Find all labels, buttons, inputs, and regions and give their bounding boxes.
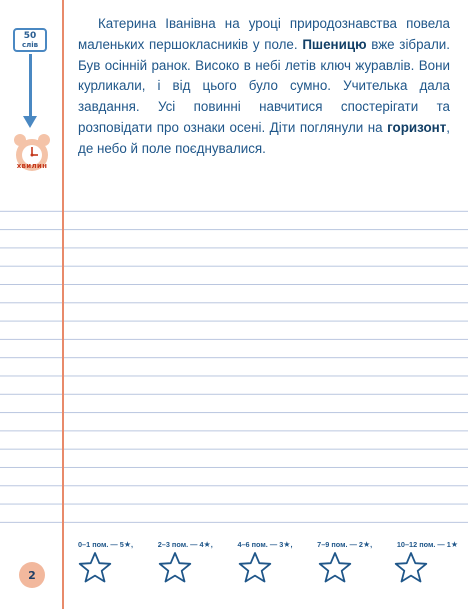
word-count: 50 bbox=[23, 30, 37, 41]
rating-star-5[interactable] bbox=[394, 551, 428, 585]
keyword-wheat: Пшеницю bbox=[302, 36, 367, 52]
word-unit: слів bbox=[21, 40, 39, 49]
arrow-down-icon bbox=[23, 116, 37, 128]
scoring-legend bbox=[78, 540, 458, 549]
clock-label: хвилин bbox=[16, 162, 48, 170]
keyword-horizon: горизонт bbox=[387, 119, 447, 135]
rating-star-3[interactable] bbox=[238, 551, 272, 585]
page-number: 2 bbox=[19, 562, 45, 588]
score-item: 10–12 пом. — 1★ bbox=[396, 540, 458, 549]
rating-star-1[interactable] bbox=[78, 551, 112, 585]
text-part: вже зібрали. Був осінній ранок. Високо в небі летів ключ журавлів. Вони курликали, і від цього було сумно. Учителька дала завдання. Усі повинні навчитися спостерігати та розповідати про ознаки осені. Діти поглянули на bbox=[78, 36, 450, 135]
rating-stars bbox=[78, 551, 440, 585]
text-part: , де небо й поле поєднувалися. bbox=[78, 119, 450, 156]
rating-star-2[interactable] bbox=[158, 551, 192, 585]
reading-text bbox=[78, 14, 450, 160]
star-icon: ★ bbox=[123, 540, 131, 549]
text-part: Катерина Іванівна на уроці природознавства повела маленьких першокласників у поле. bbox=[78, 16, 450, 52]
arrow-shaft bbox=[29, 54, 32, 118]
ruled-lines bbox=[0, 194, 468, 524]
score-item: 2–3 пом. — 4★, bbox=[157, 540, 213, 549]
score-item: 7–9 пом. — 2★, bbox=[317, 540, 373, 549]
star-icon: ★ bbox=[362, 540, 371, 549]
star-icon: ★ bbox=[450, 540, 458, 549]
score-item: 0–1 пом. — 5★, bbox=[78, 540, 134, 549]
margin-line bbox=[62, 0, 64, 609]
star-icon: ★ bbox=[283, 540, 291, 549]
word-count-box bbox=[13, 28, 47, 52]
rating-star-4[interactable] bbox=[318, 551, 352, 585]
star-icon: ★ bbox=[203, 540, 211, 549]
score-item: 4–6 пом. — 3★, bbox=[237, 540, 293, 549]
